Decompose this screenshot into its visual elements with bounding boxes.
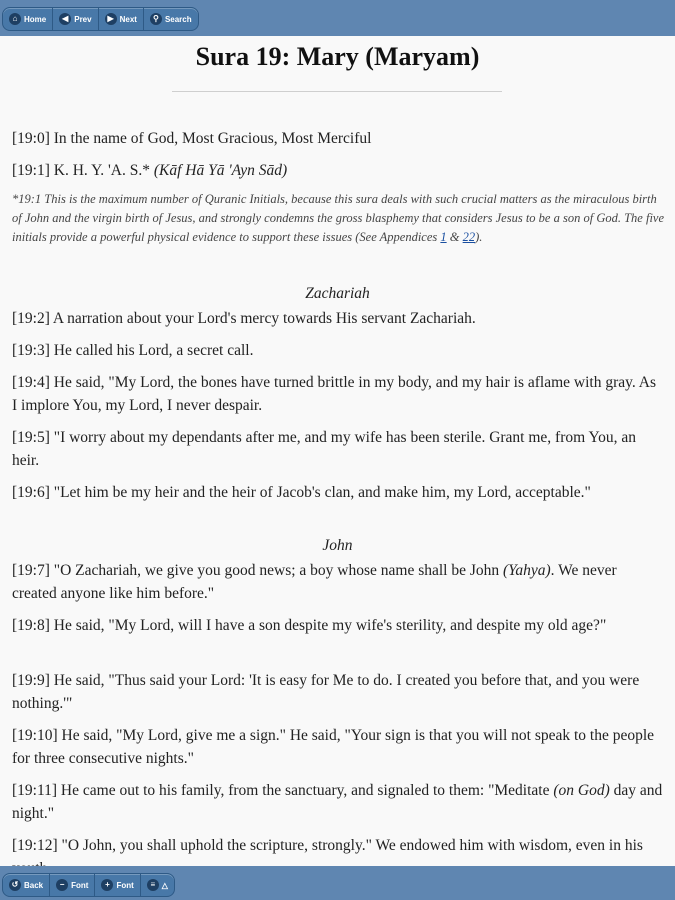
verse-19-11-italic: (on God) [553, 782, 610, 799]
home-button[interactable] [3, 8, 53, 30]
home-icon: ⌂ [9, 13, 21, 25]
section-heading-john: John [322, 537, 353, 554]
page-title: Sura 19: Mary (Maryam) [195, 42, 480, 71]
plus-icon: + [101, 879, 113, 891]
next-button[interactable] [99, 8, 144, 30]
verse-19-7-italic: (Yahya) [503, 562, 551, 579]
title-divider [172, 91, 502, 92]
next-label: Next [119, 14, 137, 24]
verse-19-3: [19:3] He called his Lord, a secret call. [12, 342, 254, 359]
verse-19-0: [19:0] In the name of God, Most Gracious, Most Merciful [12, 130, 372, 147]
verse-19-9: [19:9] He said, "Thus said your Lord: 'It is easy for Me to do. I created you before that, and you were nothing.'" [12, 672, 640, 712]
verse-19-10: [19:10] He said, "My Lord, give me a sign." He said, "Your sign is that you will not speak to the people for three consecutive nights." [12, 727, 655, 767]
back-label: Back [24, 880, 44, 890]
verse-19-11-text-a: [19:11] He came out to his family, from the sanctuary, and signaled to them: "Meditate [12, 782, 550, 799]
verse-19-1 [12, 159, 664, 182]
font-increase-label: Font [116, 880, 134, 890]
nav-button-group [2, 7, 199, 31]
sura-content[interactable] [0, 36, 675, 866]
arrow-left-icon: ◀ [59, 13, 71, 25]
minus-icon: − [56, 879, 68, 891]
font-decrease-label: Font [71, 880, 89, 890]
search-label: Search [164, 14, 192, 24]
top-toolbar [0, 0, 675, 36]
search-button[interactable] [144, 8, 198, 30]
home-label: Home [24, 14, 47, 24]
prev-label: Prev [74, 14, 92, 24]
verse-19-1-text: [19:1] K. H. Y. 'A. S.* [12, 162, 150, 179]
verse-19-7 [12, 559, 664, 605]
menu-icon: ≡ [147, 879, 159, 891]
menu-symbol: △ [161, 880, 168, 890]
verse-19-5: [19:5] "I worry about my dependants after me, and my wife has been sterile. Grant me, from You, an heir. [12, 429, 637, 469]
back-button[interactable] [3, 874, 50, 896]
font-increase-button[interactable] [95, 874, 140, 896]
section-heading-zachariah: Zachariah [305, 285, 370, 302]
arrow-right-icon: ▶ [105, 13, 117, 25]
appendix-22-link[interactable]: 22 [462, 230, 476, 244]
appendix-1-link[interactable]: 1 [440, 230, 447, 244]
back-arrow-icon: ↺ [9, 879, 21, 891]
verse-19-11-text-b: day and night." [12, 782, 663, 822]
verse-19-8: [19:8] He said, "My Lord, will I have a son despite my wife's sterility, and despite my old age?" [12, 617, 607, 634]
verse-19-11 [12, 779, 664, 825]
verse-19-7-text-b: . We never created anyone like him before." [12, 562, 617, 602]
font-decrease-button[interactable] [50, 874, 95, 896]
menu-button[interactable] [141, 874, 174, 896]
verse-19-7-text-a: [19:7] "O Zachariah, we give you good news; a boy whose name shall be John [12, 562, 500, 579]
footnote-ampersand: & [449, 230, 460, 244]
bottom-toolbar [0, 866, 675, 900]
footnote-end: ). [475, 230, 483, 244]
verse-19-12: [19:12] "O John, you shall uphold the scripture, strongly." We endowed him with wisdom, even in his [12, 837, 643, 854]
verse-19-2: [19:2] A narration about your Lord's mercy towards His servant Zachariah. [12, 310, 476, 327]
prev-button[interactable] [53, 8, 98, 30]
verse-19-1-transliteration: (Kāf Hā Yā 'Ayn Sād) [153, 162, 288, 179]
footnote-text: *19:1 This is the maximum number of Quranic Initials, because this sura deals with such crucial matters as the miraculous birth of John and the virgin birth of Jesus, and strongly condemns the gross blasphemy that considers Jesus to be a son of God. The five initials provide a powerful physical evidence to support these issues (See Appendices [12, 192, 665, 244]
footnote-19-1 [12, 190, 664, 247]
search-icon: ⚲ [150, 13, 162, 25]
verse-19-4: [19:4] He said, "My Lord, the bones have turned brittle in my body, and my hair is aflame with gray. As I implore You, my Lord, I never despair. [12, 374, 656, 414]
verse-19-6: [19:6] "Let him be my heir and the heir of Jacob's clan, and make him, my Lord, acceptable." [12, 484, 591, 501]
bottom-button-group [2, 873, 175, 897]
